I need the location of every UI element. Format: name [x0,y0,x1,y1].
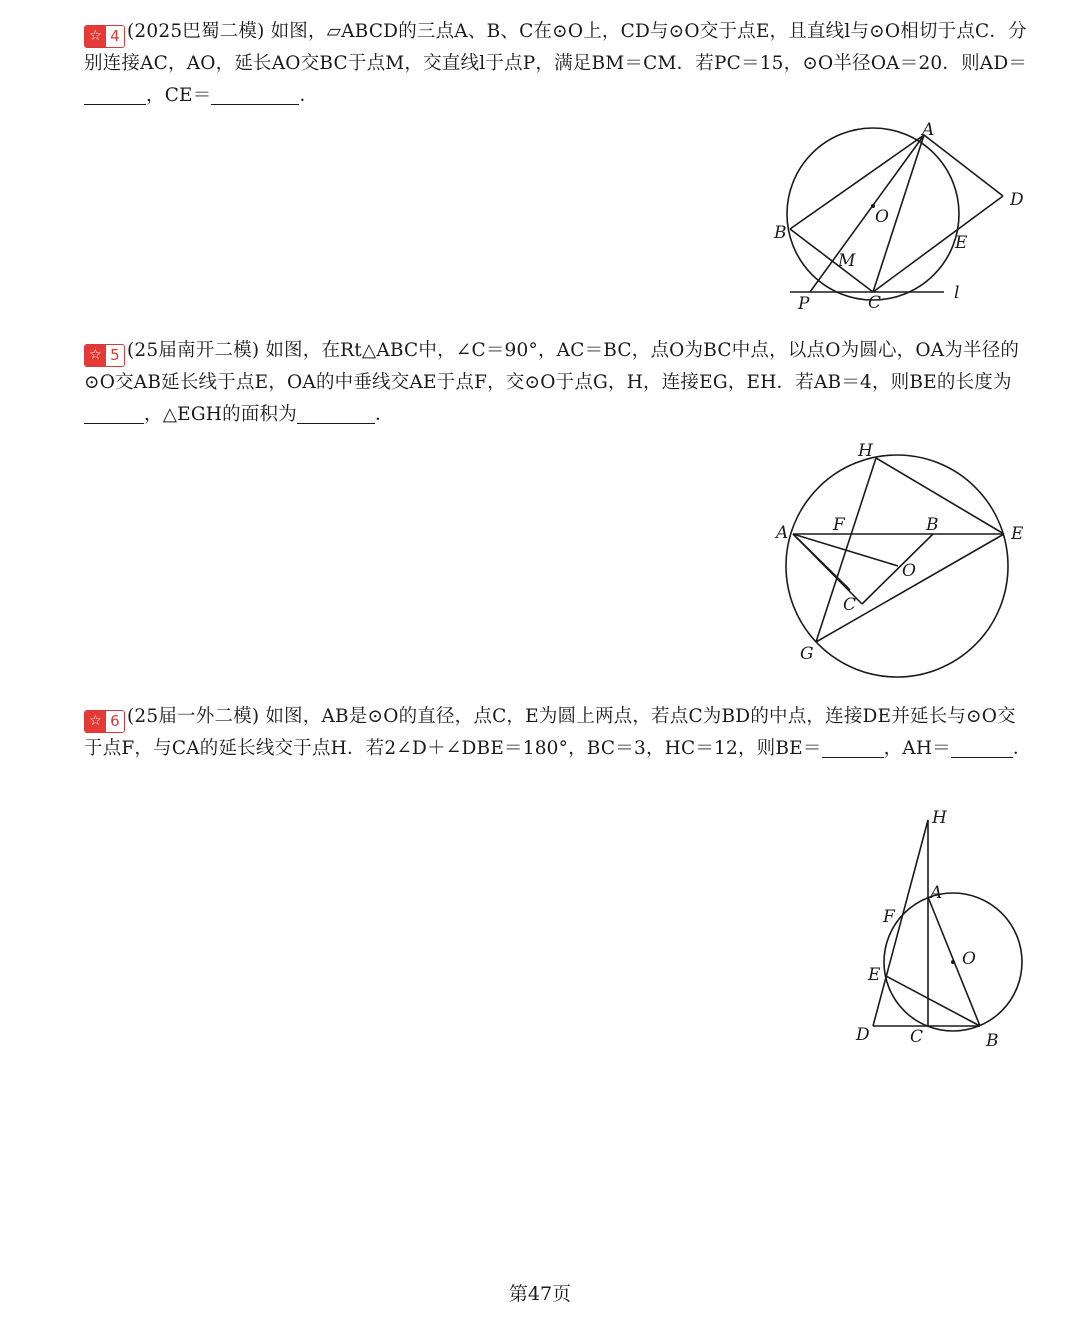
label-o: O [875,207,889,227]
segment-bc [790,229,873,292]
answer-blank[interactable] [84,84,146,105]
label-o: O [902,561,916,581]
segment-da [924,135,1003,196]
star-icon: ☆ [85,711,106,732]
star-icon: ☆ [85,26,106,47]
label-d: D [1010,190,1024,210]
label-c: C [910,1027,924,1047]
label-b: B [926,515,939,535]
segment-dh [873,820,928,1026]
segment-eb [886,976,980,1026]
label-b: B [986,1031,999,1051]
label-c: C [868,293,882,313]
label-e: E [1011,524,1024,544]
problem-badge: ☆ 4 [84,25,125,48]
label-d: D [856,1025,870,1045]
label-a: A [776,523,789,543]
star-icon: ☆ [85,345,106,366]
label-l: l [954,283,960,303]
problem-badge: ☆ 6 [84,710,125,733]
figure-problem-6 [850,805,1040,1055]
circle-o [787,128,959,300]
figure-problem-4 [760,115,1050,315]
label-f: F [833,515,845,535]
answer-blank[interactable] [211,84,299,105]
problem-5-text: ☆ 5 (25届南开二模) 如图，在Rt△ABC中，∠C＝90°，AC＝BC，点O为BC中点，以点O为圆心，OA为半径的⊙O交AB延长线于点E，OA的中垂线交AE于点F，交⊙O于点G，H，连接EG，EH．若AB＝4，则BE的长度为，△EGH的面积为 ． [84,340,1020,425]
answer-blank[interactable] [951,737,1013,758]
label-a: A [930,883,943,903]
label-e: E [868,965,881,985]
label-g: G [800,644,814,664]
segment-ap [810,135,924,292]
page-number: 第47页 [508,1283,572,1305]
problem-6-text: ☆ 6 (25届一外二模) 如图，AB是⊙O的直径，点C，E为圆上两点，若点C为BD的中点，连接DE并延长与⊙O交于点F，与CA的延长线交于点H．若2∠D＋∠DBE＝180°，BC＝3，HC＝12，则BE＝ ，AH＝ ． [84,706,1032,759]
problem-4-text: ☆ 4 (2025巴蜀二模) 如图，▱ABCD的三点A、B、C在⊙O上，CD与⊙O交于点E，且直线l与⊙O相切于点C．分别连接AC，AO，延长AO交BC于点M，交直线l于点P，满足BM＝CM．若PC＝15，⊙O半径OA＝20．则AD＝，CE＝ ． [84,21,1028,106]
label-o: O [962,949,976,969]
answer-blank[interactable] [297,403,375,424]
label-a: A [922,120,935,140]
label-b: B [774,223,787,243]
label-m: M [838,251,856,271]
figure-problem-5 [770,435,1040,685]
label-f: F [883,907,895,927]
point-o [951,960,955,964]
segment-ab [790,135,924,229]
label-h: H [932,808,947,828]
label-c: C [843,595,857,615]
segment-cb [862,534,933,604]
segment-cd [873,196,1003,292]
segment-he [876,458,1004,534]
answer-blank[interactable] [822,737,884,758]
label-e: E [955,233,968,253]
label-h: H [858,441,873,461]
problem-badge: ☆ 5 [84,344,125,367]
answer-blank[interactable] [84,403,144,424]
label-p: P [798,294,810,314]
